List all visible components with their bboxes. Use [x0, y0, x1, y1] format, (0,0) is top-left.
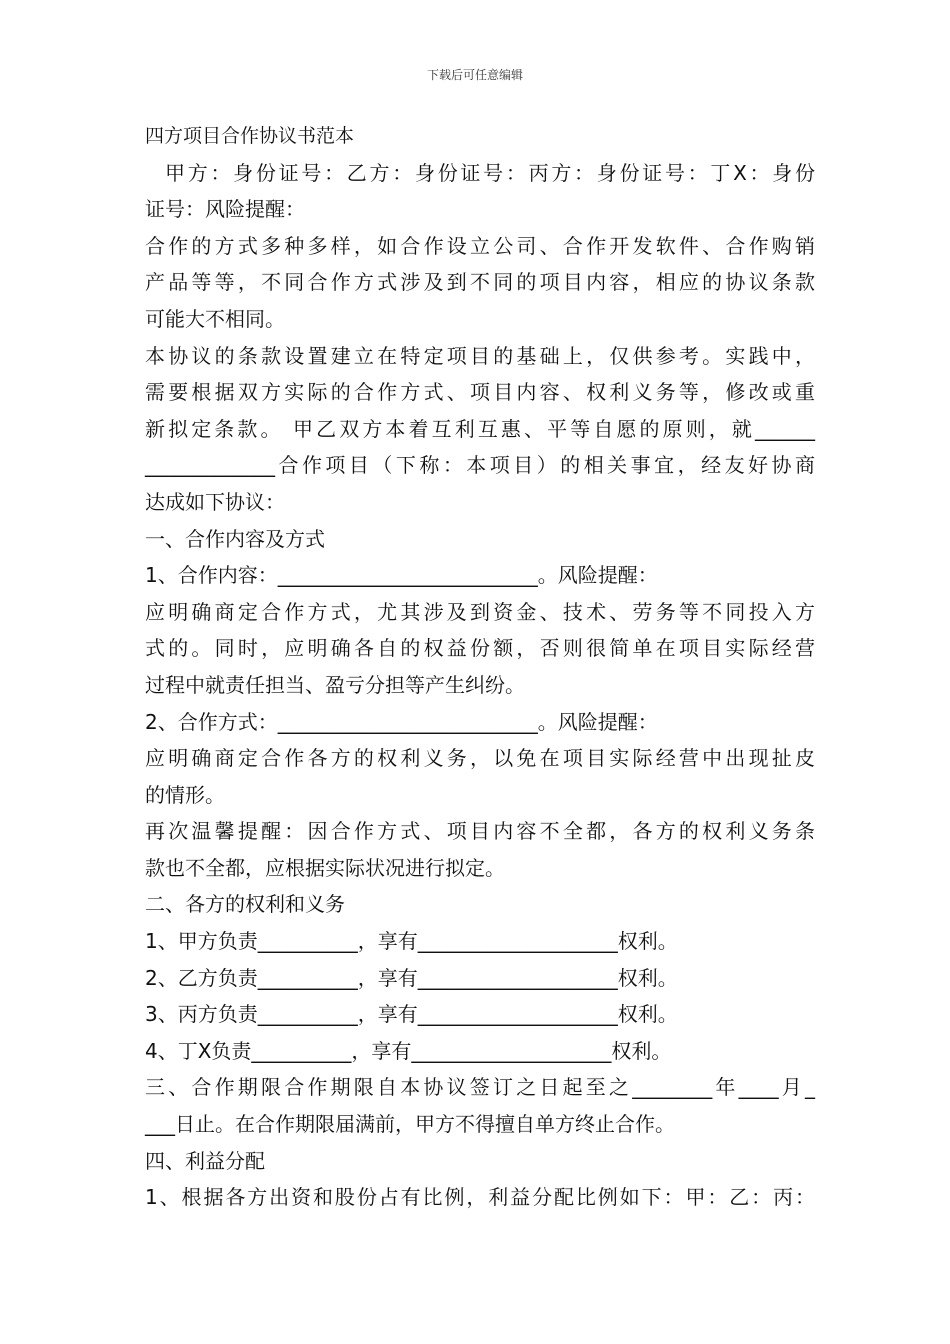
- download-note: 下载后可任意编辑: [426, 68, 523, 82]
- paragraph-line: 式的。同时，应明确各自的权益份额，否则很简单在项目实际经营: [145, 636, 815, 661]
- clause-line: 3、丙方负责__________，享有____________________权利。: [145, 1002, 678, 1027]
- paragraph-line: 过程中就责任担当、盈亏分担等产生纠纷。: [145, 672, 525, 697]
- paragraph-line: ___日止。在合作期限届满前，甲方不得擅自单方终止合作。: [145, 1112, 675, 1137]
- clause-line: 1、合作内容：__________________________。风险提醒：: [145, 563, 658, 588]
- paragraph-line: 产品等等，不同合作方式涉及到不同的项目内容，相应的协议条款: [145, 270, 815, 295]
- paragraph-line: 的情形。: [145, 782, 225, 807]
- section-heading: 二、各方的权利和义务: [145, 892, 345, 917]
- document-title: 四方项目合作协议书范本: [145, 125, 355, 147]
- paragraph-line: 合作的方式多种多样，如合作设立公司、合作开发软件、合作购销: [145, 233, 815, 258]
- paragraph-line: 证号：风险提醒：: [145, 197, 305, 222]
- paragraph-line: 达成如下协议：: [145, 489, 285, 514]
- section-heading: 一、合作内容及方式: [145, 526, 325, 551]
- clause-line: 1、甲方负责__________，享有____________________权利。: [145, 929, 678, 954]
- paragraph-line: 新拟定条款。 甲乙双方本着互利互惠、平等自愿的原则，就______: [145, 416, 815, 441]
- clause-line: 2、乙方负责__________，享有____________________权利。: [145, 965, 678, 990]
- paragraph-line: 可能大不相同。: [145, 306, 285, 331]
- paragraph-line: 应明确商定合作各方的权利义务，以免在项目实际经营中出现扯皮: [145, 746, 815, 771]
- clause-line: 2、合作方式：__________________________。风险提醒：: [145, 709, 658, 734]
- clause-line: 4、丁X负责__________，享有____________________权利。: [145, 1038, 672, 1063]
- paragraph-line: 需要根据双方实际的合作方式、项目内容、权利义务等，修改或重: [145, 380, 815, 405]
- paragraph-line: 甲方：身份证号：乙方：身份证号：丙方：身份证号：丁X：身份: [165, 160, 815, 185]
- paragraph-line: 本协议的条款设置建立在特定项目的基础上，仅供参考。实践中，: [145, 343, 815, 368]
- document-body: [145, 118, 815, 1216]
- paragraph-line: 再次温馨提醒：因合作方式、项目内容不全都，各方的权利义务条: [145, 819, 815, 844]
- section-heading: 三、合作期限合作期限自本协议签订之日起至之________年____月_: [145, 1075, 815, 1100]
- paragraph-line: _____________合作项目（下称：本项目）的相关事宜，经友好协商: [145, 453, 815, 478]
- clause-line: 1、根据各方出资和股份占有比例，利益分配比例如下：甲：乙：丙：: [145, 1185, 815, 1210]
- section-heading: 四、利益分配: [145, 1148, 265, 1173]
- paragraph-line: 款也不全都，应根据实际状况进行拟定。: [145, 855, 505, 880]
- paragraph-line: 应明确商定合作方式，尤其涉及到资金、技术、劳务等不同投入方: [145, 599, 815, 624]
